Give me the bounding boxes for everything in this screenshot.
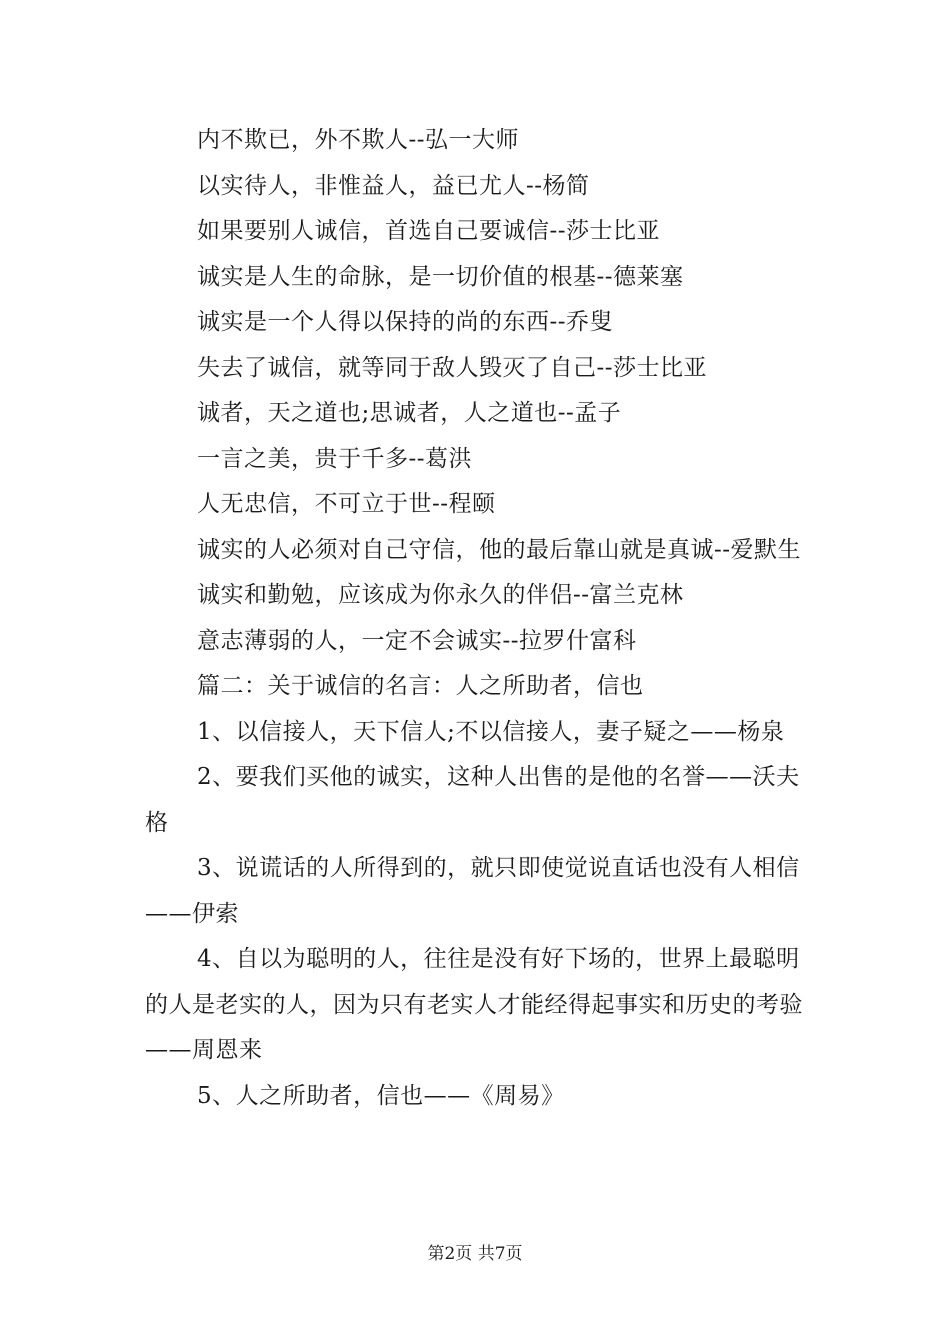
paragraph: 以实待人，非惟益人，益已尤人--杨简 xyxy=(197,172,590,199)
numbered-quote: 4、自以为聪明的人，往往是没有好下场的，世界上最聪明的人是老实的人，因为只有老实人才能经得起事实和历史的考验——周恩来 xyxy=(145,946,803,1063)
page-number-footer: 第2页 共7页 xyxy=(427,1244,523,1264)
numbered-quote: 3、说谎话的人所得到的，就只即使觉说直话也没有人相信——伊索 xyxy=(145,855,800,927)
numbered-quote: 5、人之所助者，信也——《周易》 xyxy=(197,1082,565,1109)
numbered-quote: 1、以信接人，天下信人;不以信接人，妻子疑之——杨泉 xyxy=(197,718,785,745)
paragraph: 如果要别人诚信，首选自己要诚信--莎士比亚 xyxy=(197,218,661,244)
paragraph: 诚者，天之道也;思诚者，人之道也--孟子 xyxy=(197,400,622,426)
paragraph: 人无忠信，不可立于世--程颐 xyxy=(197,491,496,517)
paragraph: 一言之美，贵于千多--葛洪 xyxy=(197,445,473,472)
paragraph: 意志薄弱的人，一定不会诚实--拉罗什富科 xyxy=(197,627,637,654)
paragraph: 诚实是一个人得以保持的尚的东西--乔叟 xyxy=(197,309,614,335)
paragraph: 诚实和勤勉，应该成为你永久的伴侣--富兰克林 xyxy=(197,582,684,608)
document-body xyxy=(145,118,810,1119)
numbered-quote: 2、要我们买他的诚实，这种人出售的是他的名誉——沃夫格 xyxy=(145,764,800,836)
paragraph: 内不欺已，外不欺人--弘一大师 xyxy=(197,127,520,153)
paragraph: 诚实的人必须对自己守信，他的最后靠山就是真诚--爱默生 xyxy=(197,536,802,563)
section-heading: 篇二：关于诚信的名言：人之所助者，信也 xyxy=(197,673,644,699)
paragraph: 失去了诚信，就等同于敌人毁灭了自己--莎士比亚 xyxy=(197,354,708,381)
paragraph: 诚实是人生的命脉，是一切价值的根基--德莱塞 xyxy=(197,263,684,290)
